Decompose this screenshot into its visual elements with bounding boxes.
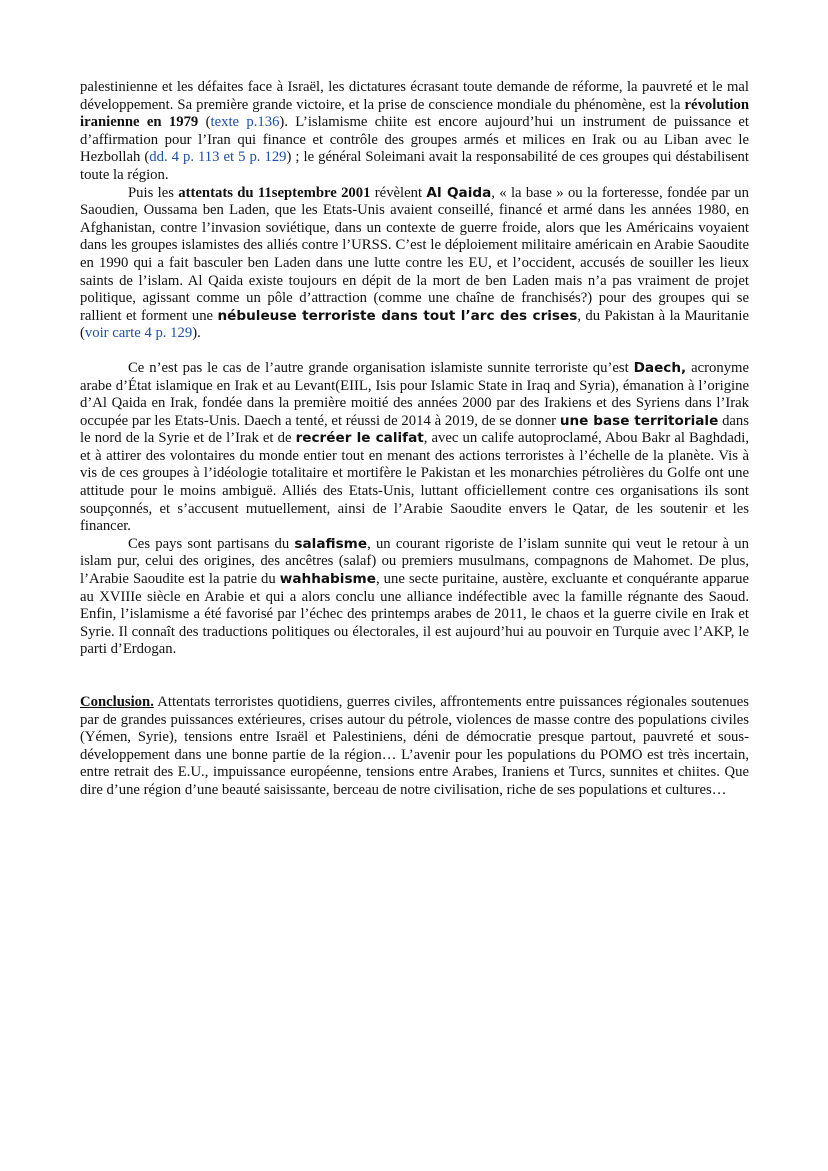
paragraph-daech [80,360,749,536]
text: ) ; le général Soleimani avait la responsabilité de ces groupes qui déstabilisent toute la région. [80,149,749,183]
bold-term: nébuleuse terroriste dans tout l’arc des crises [217,307,578,324]
reference-link-texte[interactable]: texte p.136 [210,114,280,131]
reference-link-carte[interactable]: voir carte 4 p. 129 [84,325,193,342]
text: , du Pakistan à la Mauritanie ( [80,307,750,342]
text: ). [192,325,201,342]
paragraph-iran [80,79,749,185]
text: , une secte puritaine, austère, excluante et conquérante apparue au XVIIIe siècle en Arabie et qui a alors conclu une alliance indéfectible avec la famille régnante des Saoud. Enfin, l’islamisme a été favorisé par l’échec des printemps arabes de 2011, le chaos et la guerre civile en Irak et Syrie. Il connaît des traductions politiques ou électorales, il est aujourd’hui au pouvoir en Turquie avec l’AKP, le parti d’Erdogan. [80,571,749,658]
text: palestinienne et les défaites face à Israël, les dictatures écrasant toute demande de réforme, la pauvreté et le mal développement. Sa première grande victoire, et la prise de conscience mondiale du phénomène, est la [80,79,749,113]
text: Attentats terroristes quotidiens, guerres civiles, affrontements entre puissances régionales soutenues par de grandes puissances extérieures, crises autour du pétrole, violences de masse contre des populations civiles (Yémen, Syrie), tensions entre Israël et Palestiniens, déni de démocratie presque partout, pauvreté et sous-développement dans une bonne partie de la région… L’avenir pour les populations du POMO est très incertain, entre retrait des E.U., impuissance européenne, tensions entre Arabes, Iraniens et Turcs, sunnites et chiites. Que dire d’une région d’une beauté saisissante, berceau de notre civilisation, riche de ses populations et cultures… [80,694,749,798]
bold-term: recréer le califat [295,430,424,447]
bold-term: wahhabisme [279,571,376,588]
paragraph-al-qaida [80,185,749,343]
bold-term: révolution iranienne en 1979 [80,96,749,131]
text: dans le nord de la Syrie et de l’Irak et de [80,412,749,447]
reference-link-dd[interactable]: dd. 4 p. 113 et 5 p. 129 [149,149,287,166]
document-body [80,79,749,800]
conclusion-title: Conclusion. [80,694,154,710]
text: , avec un calife autoproclamé, Abou Bakr al Baghdadi, et à attirer des volontaires du monde entier tout en menant des actions terroristes à l’échelle de la planète. Vis à vis de ces groupes à l’idéologie totalitaire et mortifère le Pakistan et les monarchies pétrolières du Golfe ont une attitude pour le moins ambiguë. Alliés des Etats-Unis, luttant officiellement contre ces organisations ils sont soupçonnés, et s’accusent mutuellement, ainsi de l’Arabie Saoudite envers le Qatar, de les soutenir et les financer. [80,430,750,535]
text: ( [198,114,211,131]
text: révèlent [370,184,427,201]
text: Puis les [128,184,179,201]
paragraph-salafisme [80,536,749,659]
text: , « la base » ou la forteresse, fondée par un Saoudien, Oussama ben Laden, que les Etats-Unis avaient conseillé, financé et armé dans les années 1980, en Afghanistan, contre l’invasion soviétique, dans un contexte de guerre froide, alors que les Américains voyaient dans les groupes islamistes des alliés contre l’URSS. C’est le déploiement militaire américain en Arabie Saoudite en 1990 qui a fait basculer ben Laden dans une lutte contre les EU, et l’occident, accusés de souiller les lieux saints de l’islam. Al Qaida existe toujours en dépit de la mort de ben Laden mais n’a pas vraiment de projet politique, agissant comme un pôle d’attraction (comme une chaîne de franchisés?) pour des groupes qui se rallient et forment une [80,184,749,324]
bold-term: attentats du 11septembre 2001 [178,184,371,201]
text: Ce n’est pas le cas de l’autre grande organisation islamiste sunnite terroriste qu’est [128,359,634,376]
bold-term: Al Qaida [426,184,492,201]
bold-term: Daech, [633,359,687,376]
paragraph-conclusion [80,694,749,800]
bold-term: salafisme [294,535,368,552]
bold-term: une base territoriale [559,412,719,429]
text: ). L’islamisme chiite est encore aujourd’hui un instrument de puissance et d’affirmation pour l’Iran qui finance et contrôle des groupes armés et milices en Irak ou au Liban avec le Hezbollah ( [80,114,749,166]
text: Ces pays sont partisans du [128,535,295,552]
text: acronyme arabe d’État islamique en Irak et au Levant(EIIL, Isis pour Islamic State in Iraq and Syria), émanation à l’origine d’Al Qaida en Irak, fondée dans la première moitié des années 2000 par des Irakiens et des Syriens dans l’Irak occupée par les Etats-Unis. Daech a tenté, et réussi de 2014 à 2019, de se donner [80,359,749,429]
text: , un courant rigoriste de l’islam sunnite qui veut le retour à un islam pur, celui des origines, des ancêtres (salaf) ou premiers musulmans, compagnons de Mahomet. De plus, l’Arabie Saoudite est la patrie du [80,535,749,588]
